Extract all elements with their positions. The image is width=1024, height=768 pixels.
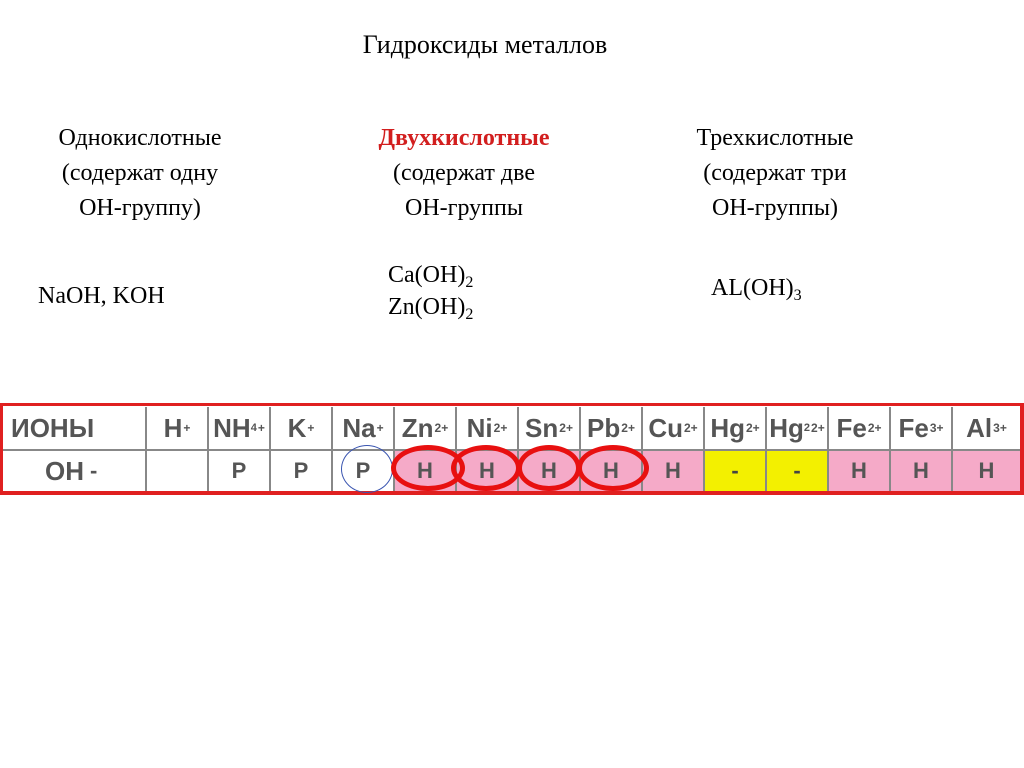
solubility-cell: Н	[643, 451, 705, 491]
example-triacid: $AL(OH)_3$	[711, 275, 802, 304]
solubility-cell: Н	[581, 451, 643, 491]
column-desc-line: (содержат одну	[61, 160, 219, 186]
solubility-cell: Р	[209, 451, 271, 491]
column-heading: Трехкислотные	[696, 125, 854, 151]
table-frame	[1020, 403, 1024, 495]
row-label-ions: ИОНЫ	[3, 407, 147, 449]
column-heading: Однокислотные	[58, 125, 222, 151]
solubility-cell: Н	[395, 451, 457, 491]
solubility-cell: Н	[457, 451, 519, 491]
column-desc-line: ОН-группу)	[79, 195, 201, 221]
ion-header-sn: Sn 2+	[519, 407, 581, 449]
ion-header-fe: Fe 2+	[829, 407, 891, 449]
column-desc-line: (содержат три	[703, 160, 847, 186]
ion-header-al: Al 3+	[966, 412, 1007, 443]
ni-highlight-ring	[451, 445, 521, 491]
column-triacid	[625, 121, 925, 226]
pb-highlight-ring	[577, 445, 649, 491]
ion-header-pb: Pb 2+	[581, 407, 643, 449]
column-desc-line: ОН-группы	[405, 195, 523, 221]
ion-header-ni: Ni 2+	[457, 407, 519, 449]
solubility-cell: Н	[953, 451, 1020, 491]
column-desc-line: ОН-группы)	[712, 195, 838, 221]
example-diacid	[388, 259, 473, 323]
table-frame	[0, 491, 1024, 495]
example-monoacid: NaOH, KOH	[38, 283, 165, 309]
formula-zn-oh2: $Zn(OH)_2$	[388, 294, 474, 323]
column-heading-highlighted: Двухкислотные	[378, 125, 550, 151]
ion-header-hg2: Hg 2 2+	[767, 407, 829, 449]
ion-header-zn: Zn 2+	[395, 407, 457, 449]
ion-header-na: Na +	[333, 407, 395, 449]
solubility-table-fragment	[0, 403, 1024, 496]
ions-row	[3, 407, 1020, 451]
solubility-cell: Н	[519, 451, 581, 491]
column-desc-line: (содержат две	[393, 160, 535, 186]
na-focus-ring	[341, 445, 393, 493]
ion-header-cu: Cu 2+	[643, 407, 705, 449]
table-frame	[0, 403, 1024, 406]
solubility-cell: Р	[271, 451, 333, 491]
ion-header-fe: Fe 3+	[891, 407, 953, 449]
sn-highlight-ring	[517, 445, 581, 491]
ion-header-hg: Hg 2+	[705, 407, 767, 449]
ion-header-h: H +	[147, 407, 209, 449]
ion-header-k: K +	[271, 407, 333, 449]
solubility-cell: Н	[829, 451, 891, 491]
solubility-cell: -	[767, 451, 829, 491]
column-diacid	[314, 121, 614, 226]
solubility-cell: Р	[333, 451, 395, 491]
solubility-cell	[147, 451, 209, 491]
ion-header-nh4: NH 4 +	[209, 407, 271, 449]
row-label-hydroxide: ОН -	[3, 451, 147, 491]
column-monoacid	[0, 121, 290, 226]
solubility-cell: Н	[891, 451, 953, 491]
slide-title: Гидроксиды металлов	[362, 30, 608, 59]
solubility-cell: -	[705, 451, 767, 491]
formula-ca-oh2: $Ca(OH)_2$	[388, 262, 474, 291]
